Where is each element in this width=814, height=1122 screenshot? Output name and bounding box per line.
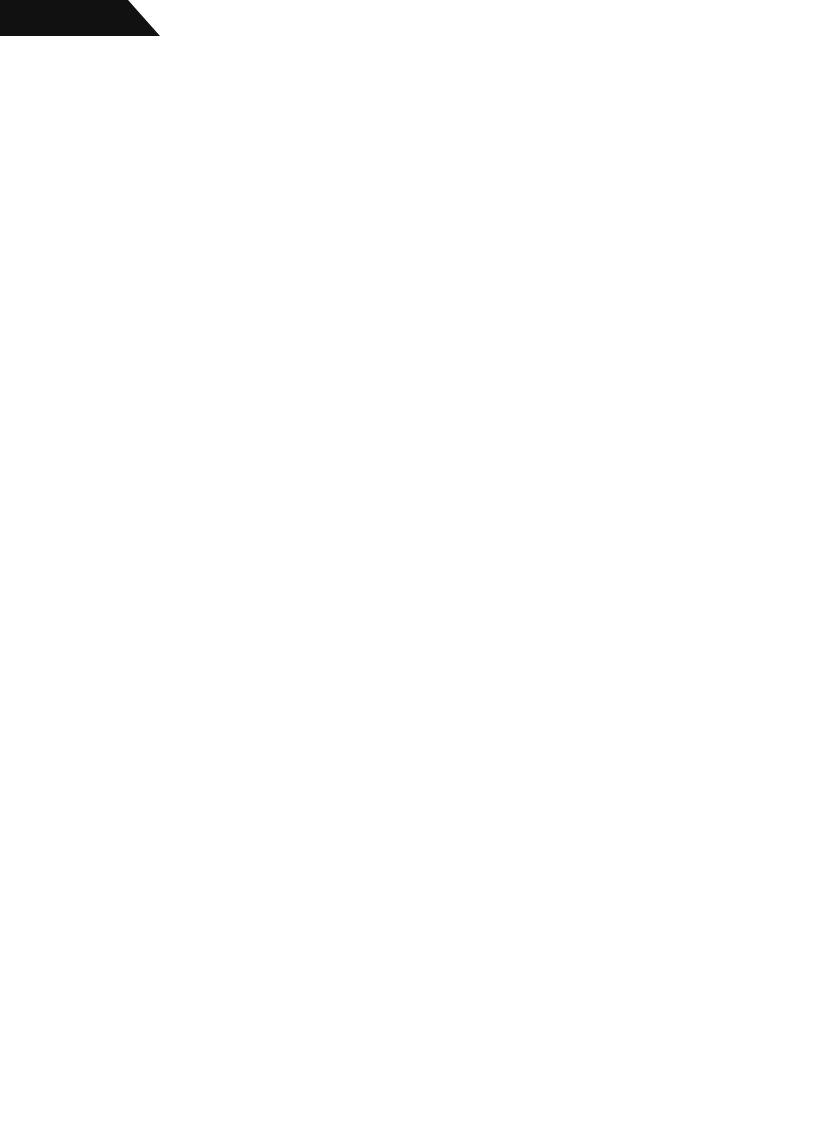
model-tab-shape — [0, 0, 160, 36]
model-tab — [0, 0, 160, 36]
